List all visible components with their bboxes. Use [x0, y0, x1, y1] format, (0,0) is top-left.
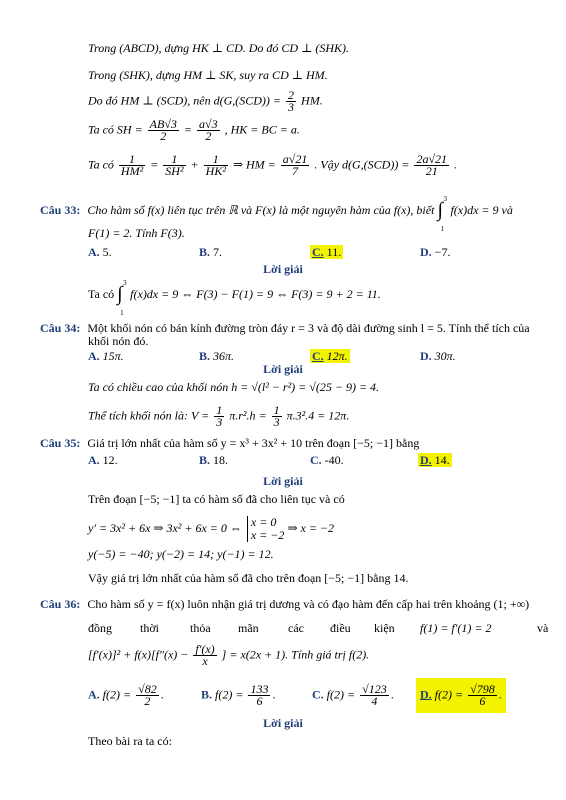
text: π.r².h =: [229, 408, 267, 423]
q35-solution-title: Lời giải: [263, 474, 303, 488]
numerator: 1: [204, 154, 228, 166]
option-letter: C.: [310, 453, 322, 467]
fraction: [136, 684, 159, 707]
fraction: [286, 90, 296, 113]
fraction: [414, 154, 449, 177]
q33-line-2: F(1) = 2. Tính F(3).: [88, 226, 185, 240]
q36-solution-line-1: Theo bài ra ta có:: [88, 734, 172, 748]
denominator: HK²: [205, 164, 226, 178]
option-text: −7.: [434, 245, 451, 259]
option-letter: D.: [420, 349, 432, 363]
text: , HK = BC = a.: [224, 122, 300, 137]
denominator: SH²: [165, 164, 184, 178]
option-text: -40.: [324, 453, 344, 467]
intro-line-1: Trong (ABCD), dựng HK ⊥ CD. Do đó CD ⊥ (SHK).: [88, 41, 350, 55]
text: y′ = 3x² + 6x ⇒ 3x² + 6x = 0 ⇔: [88, 520, 242, 535]
q36-equation: [88, 644, 369, 667]
option-text: 12π.: [326, 349, 348, 363]
q33-option-a[interactable]: [88, 245, 112, 259]
fraction: [193, 644, 216, 667]
question-text: Một khối nón có bán kính đường tròn đáy r = 3 và độ dài đường sinh l = 5. Tính thể tích của: [87, 321, 530, 335]
question-text: f(x)dx = 9 và: [450, 202, 513, 217]
text: .: [454, 157, 458, 172]
text: [f′(x)]² + f(x)[f″(x) −: [88, 647, 189, 662]
case-bracket: [247, 516, 285, 542]
text: Do đó HM ⊥ (SCD), nên d(G,(SCD)) =: [88, 93, 282, 108]
text: . Vậy d(G,(SCD)) =: [314, 157, 410, 172]
integral-sign: ∫ 3 1: [437, 198, 447, 224]
text: +: [190, 157, 199, 172]
q36-option-a[interactable]: A. f(2) = $\frac{√82}{2}$ .: [88, 682, 164, 708]
q36-option-b[interactable]: B. f(2) = $\frac{133}{6}$ .: [201, 682, 276, 708]
text: Ta có: [88, 157, 114, 172]
text: f(x)dx = 9 ⇔ F(3) − F(1) = 9 ⇔ F(3) = 9 + 2 = 11.: [130, 286, 381, 301]
denominator: 7: [292, 164, 299, 178]
option-text: 36π.: [213, 349, 235, 363]
numerator: √798: [470, 682, 495, 696]
q36-option-c[interactable]: C. f(2) = $\frac{√123}{4}$ .: [312, 682, 394, 708]
denominator: HM²: [120, 164, 144, 178]
numerator: a√21: [282, 152, 308, 166]
q36-word: kiện: [374, 621, 395, 635]
q35-solution-line-2: [88, 516, 334, 542]
q36-word: và: [537, 621, 549, 635]
q36-word: mãn: [238, 621, 259, 635]
option-letter: C.: [312, 687, 324, 702]
option-letter: C.: [312, 349, 324, 363]
denominator: 3: [288, 100, 295, 114]
option-text: f(2) =: [215, 687, 244, 702]
option-letter: A.: [88, 453, 100, 467]
q34-solution-line-2: [88, 405, 349, 428]
option-text: 14.: [434, 453, 450, 467]
option-letter: D.: [420, 453, 432, 467]
q36-word: các: [288, 621, 304, 635]
option-letter: D.: [420, 687, 432, 702]
numerator: 1: [216, 403, 223, 417]
denominator: 6: [479, 694, 486, 708]
question-label: Câu 33:: [40, 202, 81, 217]
numerator: 1: [119, 154, 145, 166]
intro-line-4: [88, 119, 300, 142]
text: HM.: [301, 93, 323, 108]
text: =: [183, 122, 193, 137]
numerator: 1: [273, 403, 280, 417]
fraction: [281, 154, 310, 177]
intro-line-2: Trong (SHK), dựng HM ⊥ SK, suy ra CD ⊥ HM.: [88, 68, 328, 82]
numerator: a√3: [199, 117, 218, 131]
q34-line-1: [40, 321, 530, 335]
q36-word: thời: [140, 621, 160, 635]
numerator: 1: [163, 154, 185, 166]
lower-bound: 1: [440, 225, 444, 233]
text: ⇒ HM =: [232, 157, 276, 172]
numerator: √123: [362, 682, 387, 696]
q36-word: thỏa: [190, 621, 211, 635]
upper-bound: 3: [123, 279, 127, 287]
denominator: 2: [205, 129, 212, 143]
lower-bound: 1: [120, 309, 124, 317]
fraction: [214, 405, 224, 428]
fraction: [163, 154, 185, 177]
question-label: Câu 36:: [40, 597, 81, 611]
text: =: [150, 157, 159, 172]
q33-option-c[interactable]: [310, 245, 343, 259]
q36-option-d[interactable]: D. f(2) = $\frac{√798}{6}$ .: [416, 678, 506, 713]
q33-option-d[interactable]: [420, 245, 450, 259]
q36-line-1: [40, 597, 529, 611]
numerator: 2: [288, 88, 295, 102]
option-text: 12.: [102, 453, 118, 467]
q34-solution-title: Lời giải: [263, 362, 303, 376]
denominator: 3: [273, 415, 280, 429]
q35-solution-line-4: Vậy giá trị lớn nhất của hàm số đã cho trên đoạn [−5; −1] bằng 14.: [88, 571, 409, 585]
question-text: Giá trị lớn nhất của hàm số y = x³ + 3x² + 10 trên đoạn [−5; −1] bằng: [87, 436, 420, 450]
text: Ta có SH =: [88, 122, 143, 137]
fraction: [119, 154, 145, 177]
option-text: 30π.: [434, 349, 456, 363]
question-label: Câu 35:: [40, 436, 81, 450]
q35-solution-line-1: Trên đoạn [−5; −1] ta có hàm số đã cho liên tục và có: [88, 492, 345, 506]
option-text: f(2) =: [326, 687, 356, 702]
fraction: [148, 119, 179, 142]
option-text: f(2) =: [434, 687, 464, 702]
q33-option-b[interactable]: [199, 245, 222, 259]
upper-bound: 3: [443, 195, 447, 203]
fraction: [197, 119, 220, 142]
option-letter: B.: [201, 687, 213, 702]
denominator: 2: [144, 694, 151, 708]
q33-solution-line: [88, 279, 381, 317]
numerator: 2a√21: [416, 152, 448, 166]
fraction: [360, 684, 389, 707]
denominator: 6: [256, 694, 263, 708]
q36-word: điều: [330, 621, 351, 635]
option-letter: B.: [199, 453, 211, 467]
q34-line-2: khối nón đó.: [88, 334, 149, 348]
numerator: 133: [250, 682, 269, 696]
q34-option-b[interactable]: [199, 349, 234, 363]
q34-option-d[interactable]: [420, 349, 456, 363]
fraction: [248, 684, 270, 707]
denominator: 4: [371, 694, 378, 708]
q36-condition: f(1) = f′(1) = 2: [420, 621, 492, 635]
question-text: Cho hàm số y = f(x) luôn nhận giá trị dương và có đạo hàm đến cấp hai trên khoảng (1; +∞): [87, 597, 530, 611]
option-text: 7.: [213, 245, 223, 259]
option-text: f(2) =: [102, 687, 132, 702]
q35-option-b[interactable]: [199, 453, 228, 467]
question-text: Cho hàm số f(x) liên tục trên ℝ và F(x) là một nguyên hàm của f(x), biết: [87, 202, 435, 217]
option-letter: B.: [199, 349, 211, 363]
q35-line-1: [40, 436, 419, 450]
denominator: 2: [160, 129, 167, 143]
q35-option-d[interactable]: [418, 453, 452, 467]
option-text: 15π.: [102, 349, 124, 363]
denominator: 21: [425, 164, 438, 178]
q33-solution-title: Lời giải: [263, 262, 303, 276]
numerator: AB√3: [149, 117, 177, 131]
q35-option-a[interactable]: [88, 453, 118, 467]
question-label: Câu 34:: [40, 321, 81, 335]
q34-option-c[interactable]: [310, 349, 350, 363]
q35-solution-line-3: y(−5) = −40; y(−2) = 14; y(−1) = 12.: [88, 547, 274, 561]
fraction: [468, 684, 497, 707]
denominator: 3: [216, 415, 223, 429]
fraction: [204, 154, 228, 177]
q36-solution-title: Lời giải: [263, 716, 303, 730]
intro-line-3: [88, 90, 323, 113]
q34-solution-line-1: Ta có chiều cao của khối nón h = √(l² − r²) = √(25 − 9) = 4.: [88, 380, 380, 394]
numerator: f′(x): [195, 642, 215, 656]
option-letter: A.: [88, 349, 100, 363]
denominator: x: [202, 654, 208, 668]
option-letter: D.: [420, 245, 432, 259]
option-letter: C.: [312, 245, 324, 259]
text: ] = x(2x + 1). Tính giá trị f(2).: [221, 647, 370, 662]
option-text: 11.: [326, 245, 342, 259]
intro-line-5: [88, 154, 457, 177]
numerator: √82: [138, 682, 157, 696]
text: π.3².4 = 12π.: [286, 408, 350, 423]
option-letter: A.: [88, 687, 100, 702]
text: Ta có: [88, 286, 115, 301]
text: Thể tích khối nón là: V =: [88, 408, 210, 423]
case-row: x = −2: [250, 528, 285, 542]
q34-option-a[interactable]: [88, 349, 124, 363]
integral-sign: ∫ 3 1: [117, 282, 127, 308]
option-text: 5.: [102, 245, 112, 259]
text: ⇒ x = −2: [287, 520, 335, 535]
option-letter: A.: [88, 245, 100, 259]
q36-word: đồng: [88, 621, 112, 635]
option-text: 18.: [213, 453, 229, 467]
q35-option-c[interactable]: [310, 453, 344, 467]
fraction: [272, 405, 282, 428]
option-letter: B.: [199, 245, 211, 259]
case-row: x = 0: [250, 515, 277, 529]
